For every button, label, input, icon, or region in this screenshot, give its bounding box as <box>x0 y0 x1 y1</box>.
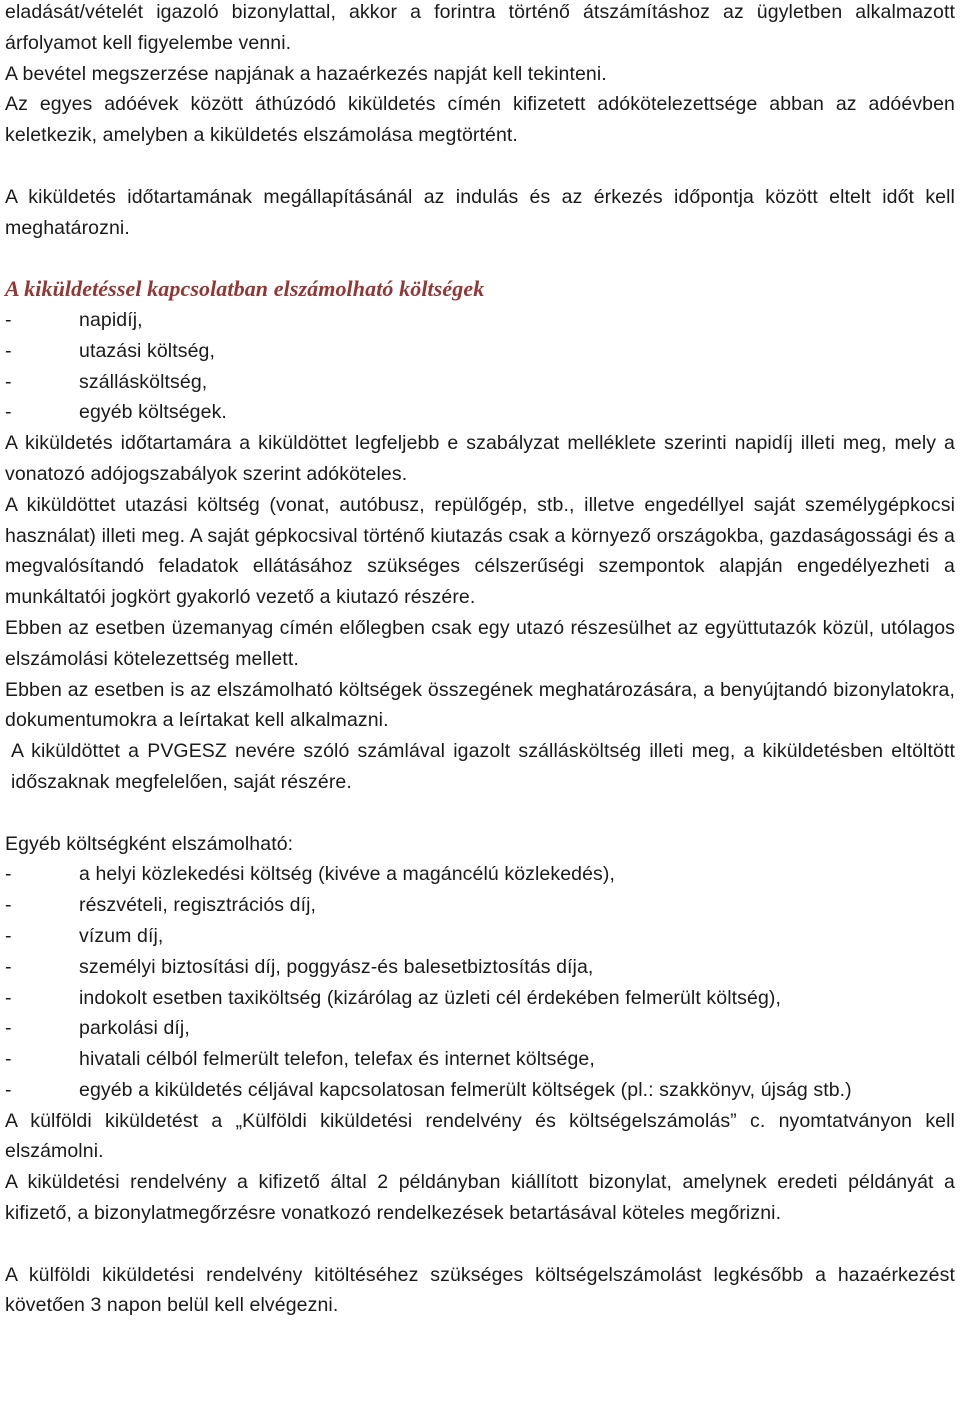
paragraph-order-copies: A kiküldetési rendelvény a kifizető által 2 példányban kiállított bizonylat, amelynek eredeti példányát a kifizető, a bizonylatmegőrzésre vonatkozó rendelkezések betartásával köteles megőrizni. <box>5 1171 955 1225</box>
dash-bullet: - <box>5 986 12 1009</box>
paragraph-documents: Ebben az esetben is az elszámolható költségek összegének meghatározására, a benyújtandó bizonylatokra, dokumentumokra a leírtakat kell alkalmazni. <box>5 678 955 732</box>
dash-bullet: - <box>5 1048 12 1071</box>
list-item: - személyi biztosítási díj, poggyász-és balesetbiztosítás díja, <box>5 952 955 983</box>
dash-bullet: - <box>5 1078 12 1101</box>
costs-list <box>5 305 955 428</box>
spacer <box>5 243 955 274</box>
list-item: - egyéb a kiküldetés céljával kapcsolatosan felmerült költségek (pl.: szakkönyv, újság stb.) <box>5 1075 955 1106</box>
list-item: - vízum díj, <box>5 921 955 952</box>
list-item: - parkolási díj, <box>5 1013 955 1044</box>
list-item: - hivatali célból felmerült telefon, telefax és internet költsége, <box>5 1044 955 1075</box>
paragraph-tax-year: Az egyes adóévek között áthúzódó kiküldetés címén kifizetett adókötelezettsége abban az adóévben keletkezik, amelyben a kiküldetés elszámolása megtörtént. <box>5 93 955 147</box>
other-costs-list <box>5 859 955 1105</box>
spacer <box>5 1229 955 1260</box>
list-item: - egyéb költségek. <box>5 397 955 428</box>
dash-bullet: - <box>5 955 12 978</box>
list-item: - napidíj, <box>5 305 955 336</box>
paragraph-income-date: A bevétel megszerzése napjának a hazaérkezés napját kell tekinteni. <box>5 62 607 85</box>
other-costs-title: Egyéb költségként elszámolható: <box>5 832 294 855</box>
paragraph-fuel-advance: Ebben az esetben üzemanyag címén előlegben csak egy utazó részesülhet az együttutazók közül, utólagos elszámolási kötelezettség mellett. <box>5 616 955 670</box>
dash-bullet: - <box>5 401 12 424</box>
section-heading-costs: A kiküldetéssel kapcsolatban elszámolható költségek <box>5 276 485 302</box>
dash-bullet: - <box>5 339 12 362</box>
paragraph-deadline: A külföldi kiküldetési rendelvény kitöltéséhez szükséges költségelszámolást legkésőbb a hazaérkezést követően 3 napon belül kell elvégezni. <box>5 1263 955 1317</box>
list-item: - indokolt esetben taxiköltség (kizárólag az üzleti cél érdekében felmerült költség), <box>5 983 955 1014</box>
list-item: - utazási költség, <box>5 336 955 367</box>
dash-bullet: - <box>5 894 12 917</box>
dash-bullet: - <box>5 863 12 886</box>
spacer <box>5 151 955 182</box>
dash-bullet: - <box>5 924 12 947</box>
paragraph-daily-allowance: A kiküldetés időtartamára a kiküldöttet legfeljebb e szabályzat melléklete szerinti napidíj illeti meg, mely a vonatozó adójogszabályok szerint adóköteles. <box>5 432 955 485</box>
list-item: - részvételi, regisztrációs díj, <box>5 890 955 921</box>
dash-bullet: - <box>5 1017 12 1040</box>
paragraph-exchange-rate: eladását/vételét igazoló bizonylattal, akkor a forintra történő átszámításhoz az ügyletben alkalmazott árfolyamot kell figyelembe venni. <box>5 1 955 54</box>
dash-bullet: - <box>5 370 12 393</box>
dash-bullet: - <box>5 308 12 331</box>
paragraph-accommodation: A kiküldöttet a PVGESZ nevére szóló számlával igazolt szállásköltség illeti meg, a kiküldetésben eltöltött időszaknak megfelelően, saját részére. <box>11 740 955 793</box>
list-item: - a helyi közlekedési költség (kivéve a magáncélú közlekedés), <box>5 859 955 890</box>
list-item: - szállásköltség, <box>5 367 955 398</box>
paragraph-foreign-form: A külföldi kiküldetést a „Külföldi kiküldetési rendelvény és költségelszámolás” c. nyomtatványon kell elszámolni. <box>5 1109 955 1163</box>
spacer <box>5 798 955 829</box>
paragraph-travel-cost: A kiküldöttet utazási költség (vonat, autóbusz, repülőgép, stb., illetve engedéllyel saját személygépkocsi használat) illeti meg. A saját gépkocsival történő kiutazás csak a környező országokba, gazdaságossági és a megvalósítandó feladatok ellátásához szükséges célszerűségi szempontok alapján engedélyezheti a munkáltatói jogkört gyakorló vezető a kiutazó részére. <box>5 493 955 609</box>
paragraph-duration: A kiküldetés időtartamának megállapításánál az indulás és az érkezés időpontja között eltelt időt kell meghatározni. <box>5 185 955 239</box>
